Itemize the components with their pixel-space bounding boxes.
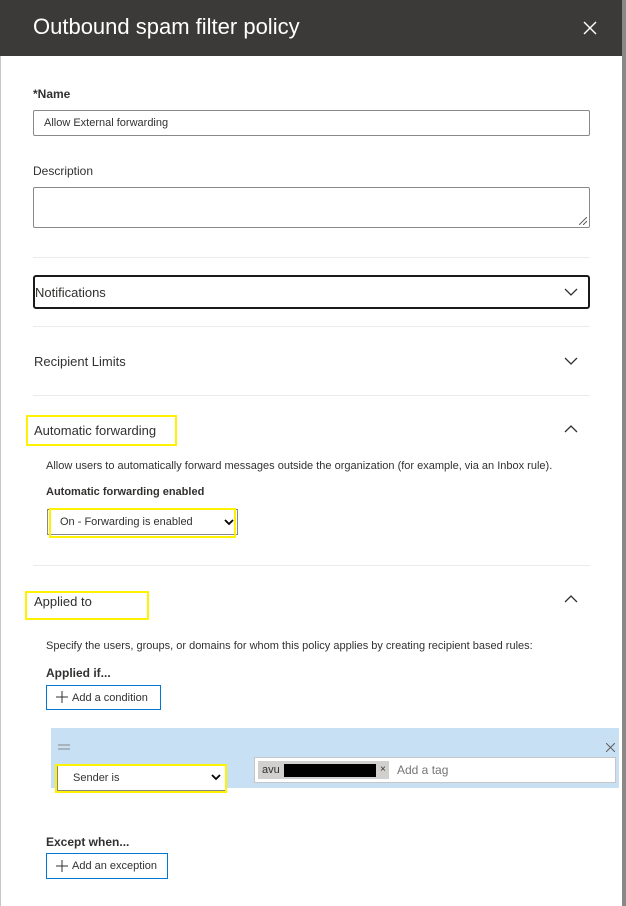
chevron-up-icon[interactable]: [564, 594, 578, 604]
remove-rule-icon[interactable]: [606, 743, 615, 752]
chevron-up-icon[interactable]: [564, 424, 578, 434]
description-label: Description: [33, 164, 94, 178]
panel-header: [0, 0, 622, 56]
name-input[interactable]: Allow External forwarding: [33, 110, 590, 136]
add-exception-button[interactable]: [46, 853, 168, 879]
tag-chip: [258, 761, 389, 779]
except-when-label: Except when...: [46, 835, 130, 849]
condition-select-value: Sender is: [73, 772, 120, 784]
description-textarea[interactable]: [33, 187, 590, 228]
add-tag-input[interactable]: [397, 758, 597, 782]
highlight-box: [49, 508, 236, 538]
applied-if-label: Applied if...: [46, 666, 111, 680]
tag-picker[interactable]: [254, 757, 616, 783]
panel-title: Outbound spam filter policy: [33, 14, 300, 39]
divider: [33, 326, 590, 327]
redaction-block: [284, 764, 376, 777]
automatic-forwarding-description: Allow users to automatically forward messages outside the organization (for example, via an Inbox rule).: [46, 460, 553, 472]
select-value: On - Forwarding is enabled: [60, 516, 193, 528]
name-label: *Name: [33, 87, 71, 101]
divider: [33, 395, 590, 396]
close-icon[interactable]: [580, 18, 600, 38]
plus-icon: [56, 691, 68, 703]
panel-left-edge: [0, 56, 1, 906]
automatic-forwarding-title[interactable]: Automatic forwarding: [34, 423, 157, 438]
notifications-title: Notifications: [35, 285, 106, 300]
drag-handle-icon[interactable]: [58, 744, 70, 750]
tag-text: avu: [262, 764, 280, 776]
add-condition-label: Add a condition: [72, 692, 148, 704]
chevron-down-icon[interactable]: [564, 287, 578, 297]
applied-to-title[interactable]: Applied to: [34, 594, 92, 609]
plus-icon: [56, 860, 68, 872]
highlight-box: [55, 764, 227, 793]
automatic-forwarding-select-label: Automatic forwarding enabled: [46, 486, 205, 498]
applied-to-description: Specify the users, groups, or domains for whom this policy applies by creating recipient based rules:: [46, 640, 533, 652]
chevron-down-icon[interactable]: [564, 356, 578, 366]
divider: [33, 257, 590, 258]
panel-scroll-edge: [622, 0, 626, 906]
add-exception-label: Add an exception: [72, 860, 158, 872]
resize-grip-icon[interactable]: [579, 217, 587, 225]
recipient-limits-title[interactable]: Recipient Limits: [34, 354, 126, 369]
notifications-section-header[interactable]: [33, 275, 590, 309]
add-condition-button[interactable]: [46, 685, 161, 710]
remove-tag-icon[interactable]: ×: [380, 764, 386, 775]
divider: [33, 565, 590, 566]
